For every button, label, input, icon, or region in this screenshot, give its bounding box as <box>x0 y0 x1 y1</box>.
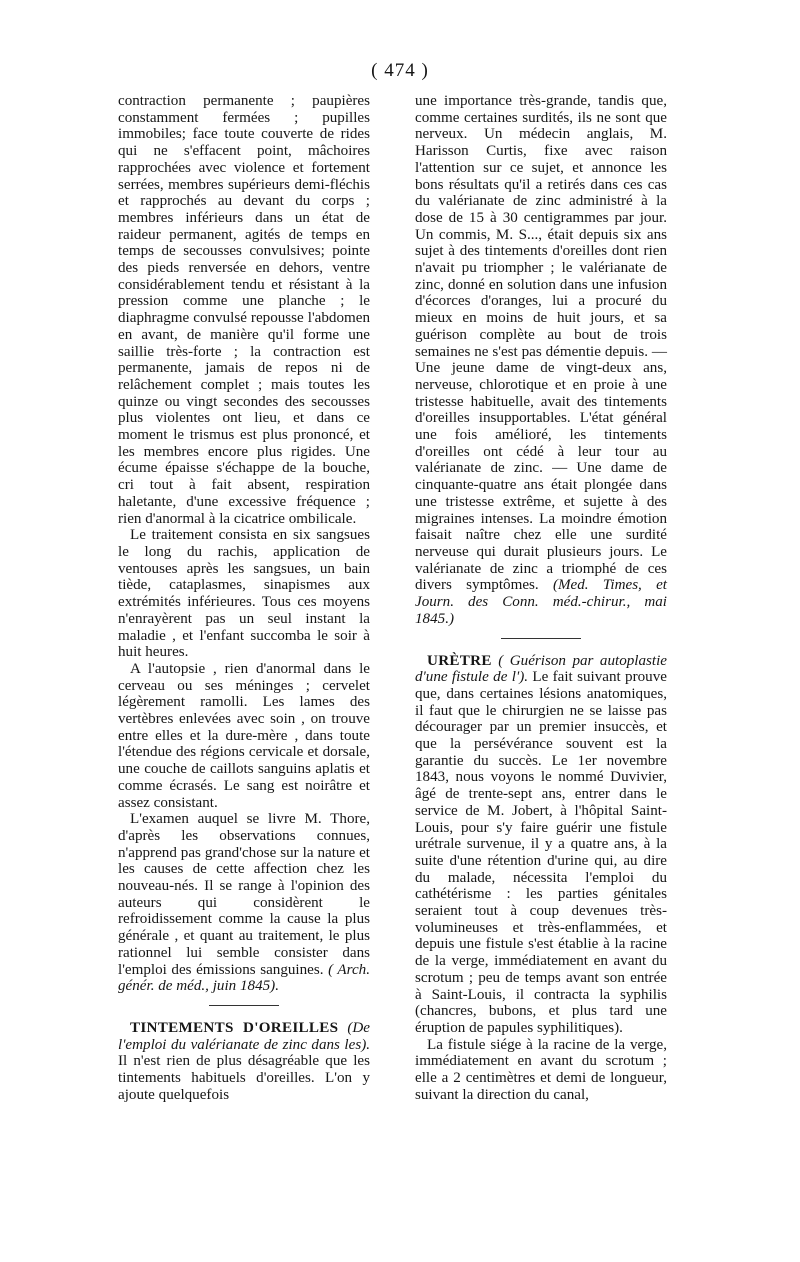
citation: (Med. Times, et Journ. des Conn. méd.-chirur., mai 1845.) <box>415 577 667 627</box>
right-column <box>415 93 667 1103</box>
paragraph <box>415 93 667 628</box>
section-heading: TINTEMENTS D'OREILLES <box>130 1019 339 1036</box>
section-body: Le fait suivant prouve que, dans certaines lésions anatomiques, il faut que le chirurgien ne se laisse pas décourager par un premier insuccès, et que la persévérance souvent est la garantie du succès. Le 1er novembre 1843, nous voyons le nommé Duvivier, âgé de trente-sept ans, entrer dans le service de M. Jobert, à l'hôpital Saint-Louis, pour s'y faire guérir une fistule urétrale survenue, il y a quatre ans, à la suite d'une rétention d'urine qui, au dire du malade, nécessita l'emploi du cathétérisme : les parties génitales seraient tout à coup devenues très-volumineuses et très-enflammées, et depuis une fistule s'est établie à la racine de la verge, immédiatement en avant du scrotum ; peu de temps avant son entrée à Saint-Louis, il contracta la syphilis (chancres, bubons, et plus tard une éruption de papules syphilitiques). <box>415 669 667 1036</box>
section-subtitle: ( Guérison par autoplastie d'une fistule de l'). <box>415 652 667 686</box>
left-column <box>118 93 370 1103</box>
paragraph-text: une importance très-grande, tandis que, comme certaines surdités, ils ne sont que nerveux. Un médecin anglais, M. Harisson Curtis, fixe avec raison l'attention sur ce sujet, et annonce les bons résultats qu'il a retirés dans ces cas du valérianate de zinc administré à la dose de 15 à 30 centigrammes par jour. Un commis, M. S..., était depuis six ans sujet à des tintements d'oreilles dont rien n'avait pu triompher ; le valérianate de zinc, donné en solution dans une infusion d'écorces d'oranges, lui a procuré du mieux en moins de huit jours, et sa guérison complète au bout de trois semaines ne s'est pas démentie depuis. — Une jeune dame de vingt-deux ans, nerveuse, chlorotique et en proie à une tristesse habituelle, avait des tintements d'oreilles insupportables. L'état général une fois amélioré, les tintements d'oreilles ont cédé à leur tour au valérianate de zinc. — Une dame de cinquante-quatre ans était plongée dans une tristesse extrême, et sujette à des migraines intenses. La moindre émotion faisait naître chez elle une surdité nerveuse qui durait plusieurs jours. Le valérianate de zinc a triomphé de ces divers symptômes. <box>415 93 667 594</box>
page-number: ( 474 ) <box>371 60 429 81</box>
separator <box>501 638 581 639</box>
paragraph: A l'autopsie , rien d'anormal dans le cerveau ou ses méninges ; cervelet légèrement ramolli. Les lames des vertèbres enlevées avec soin , on trouve entre elles et la dure-mère , dans toute l'étendue des régions cervicale et dorsale, une couche de caillots sanguins aplatis et comme écrasés. Le sang est noirâtre et assez consistant. <box>118 660 370 811</box>
citation: ( Arch. génér. de méd., juin 1845). <box>118 961 370 995</box>
section-tintements <box>118 1020 370 1104</box>
paragraph: contraction permanente ; paupières constamment fermées ; pupilles immobiles; face toute couverte de rides qui ne s'effacent point, mâchoires rapprochées avec violence et fortement serrées, membres supérieurs demi-fléchis et rapprochés au devant du corps ; membres inférieurs dans un état de raideur permanent, agités de temps en temps de secousses convulsives; pointe des pieds renversée en dehors, ventre considérablement tendu et résistant à la pression comme une planche ; le diaphragme convulsé repousse l'abdomen en avant, de manière qu'il forme une saillie très-forte ; la contraction est permanente, jamais de repos ni de relâchement complet ; mais toutes les quinze ou vingt secondes des secousses plus violentes ont lieu, et dans ce moment le trismus est plus prononcé, et les membres encore plus rigides. Une écume épaisse s'échappe de la bouche, cri tout à fait absent, respiration haletante, d'une excessive fréquence ; rien d'anormal à la cicatrice ombilicale. <box>118 93 370 527</box>
section-uretre <box>415 653 667 1037</box>
section-subtitle: (De l'emploi du valérianate de zinc dans les). <box>118 1019 370 1053</box>
paragraph: La fistule siége à la racine de la verge, immédiatement en avant du scrotum ; elle a 2 centimètres et demi de longueur, suivant la direction du canal, <box>415 1036 667 1103</box>
paragraph-text: L'examen auquel se livre M. Thore, d'après les observations connues, n'apprend pas grand'chose sur la nature et les causes de cette affection chez les nouveau-nés. Il se range à l'opinion des auteurs qui considèrent le refroidissement comme la cause la plus générale , et quant au traitement, le plus rationnel lui semble consister dans l'emploi des émissions sanguines. <box>118 811 370 978</box>
separator <box>209 1005 279 1006</box>
paragraph: Le traitement consista en six sangsues le long du rachis, application de ventouses après les sangsues, un bain tiède, cataplasmes, sinapismes aux extrémités inférieures. Tous ces moyens n'enrayèrent pas un seul instant la maladie , et l'enfant succomba le soir à huit heures. <box>118 527 370 661</box>
paragraph <box>118 811 370 995</box>
section-body: Il n'est rien de plus désagréable que les tintements habituels d'oreilles. L'on y ajoute quelquefois <box>118 1053 370 1103</box>
section-heading: URÈTRE <box>427 652 492 669</box>
